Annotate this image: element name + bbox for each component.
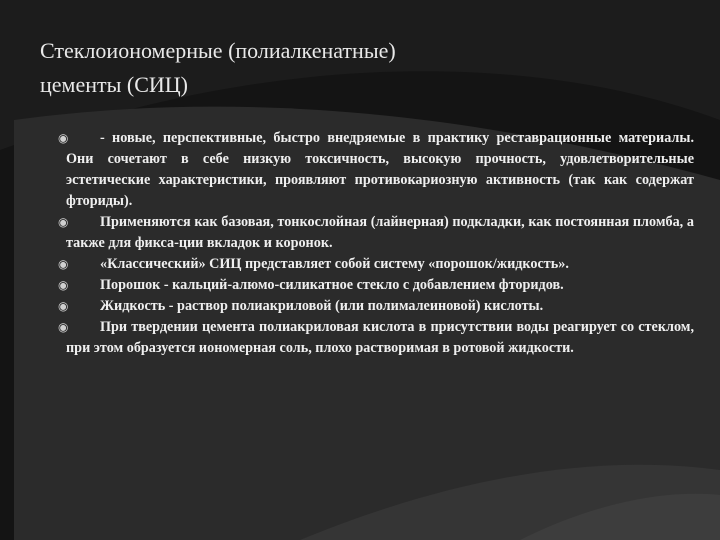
list-item	[58, 212, 694, 254]
list-item-text: Порошок - кальций-алюмо-силикатное стекло с добавлением фторидов.	[100, 277, 564, 293]
bullet-list	[58, 128, 694, 359]
list-item	[58, 254, 694, 275]
list-item	[58, 275, 694, 296]
circled-dot-bullet-icon: ◉	[58, 278, 69, 292]
list-item-text: Жидкость - раствор полиакриловой (или полималеиновой) кислоты.	[100, 298, 544, 314]
circled-dot-bullet-icon: ◉	[58, 257, 69, 271]
list-item	[58, 296, 694, 317]
title-line-1: Стеклоиономерные (полиалкенатные)	[40, 38, 396, 63]
circled-dot-bullet-icon: ◉	[58, 299, 69, 313]
slide-title	[40, 34, 640, 102]
title-line-2: цементы (СИЦ)	[40, 72, 188, 97]
circled-dot-bullet-icon: ◉	[58, 320, 69, 334]
list-item-text: При твердении цемента полиакриловая кислота в присутствии воды реагирует со стеклом, при этом образуется иономерная соль, плохо растворимая в ротовой жидкости.	[66, 319, 694, 356]
circled-dot-bullet-icon: ◉	[58, 215, 69, 229]
list-item	[58, 128, 694, 212]
list-item-text: Применяются как базовая, тонкослойная (лайнерная) подкладки, как постоянная пломба, а также для фикса-ции вкладок и коронок.	[66, 214, 694, 251]
list-item	[58, 317, 694, 359]
circled-dot-bullet-icon: ◉	[58, 131, 69, 145]
list-item-text: «Классический» СИЦ представляет собой систему «порошок/жидкость».	[100, 256, 569, 272]
list-item-text: - новые, перспективные, быстро внедряемые в практику реставрационные материалы. Они сочетают в себе низкую токсичность, высокую прочность, удовлетворительные эстетические характеристики, проявляют противокариозную активность (так как содержат фториды).	[66, 130, 694, 209]
